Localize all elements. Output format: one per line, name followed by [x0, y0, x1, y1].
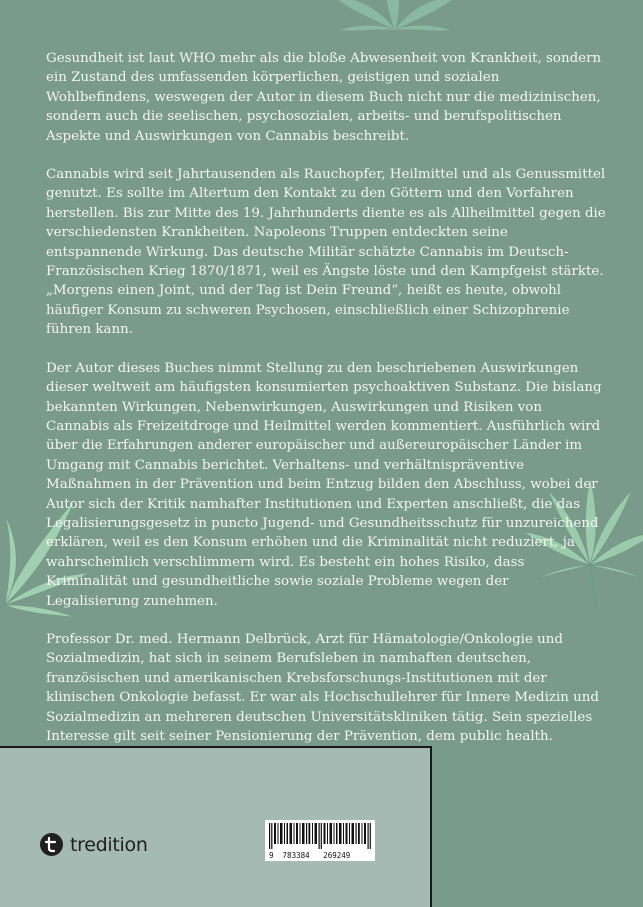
cannabis-leaf-top-icon — [330, 0, 460, 40]
barcode-digits: 9 783384 269249 — [269, 851, 351, 860]
paragraph-who: Gesundheit ist laut WHO mehr als die bloße Abwesenheit von Krankheit, sondern ein Zustand des umfassenden körperlichen, geistigen und sozialen Wohlbefindens, weswegen der Autor in diesem Buch nicht nur die medizinischen, sondern auch die seelischen, psychosozialen, arbeits- und berufspolitischen Aspekte und Auswirkungen von Cannabis beschreibt. — [46, 51, 602, 144]
tredition-logo-icon — [40, 833, 63, 856]
back-cover-text — [46, 49, 606, 765]
publisher-name: tredition — [70, 833, 148, 856]
publisher-logo — [40, 833, 148, 856]
isbn-barcode — [265, 820, 375, 861]
paragraph-book-content: Der Autor dieses Buches nimmt Stellung zu den beschriebenen Auswirkungen dieser weltweit am häufigsten konsumierten psychoaktiven Substanz. Die bislang bekannten Wirkungen, Nebenwirkungen, Auswirkungen und Risiken von Cannabis als Freizeitdroge und Heilmittel werden kommentiert. Ausführlich wird über die Erfahrungen anderer europäischer und außereuropäischer Länder im Umgang mit Cannabis berichtet. Verhaltens- und verhältnispräventive Maßnahmen in der Prävention und beim Entzug bilden den Abschluss, wobei der Autor sich der Kritik namhafter Institutionen und Experten anschließt, die das Legalisierungsgesetz in puncto Jugend- und Gesundheitsschutz für unzureichend erklären, weil es den Konsum erhöhen und die Kriminalität nicht reduziert, ja wahrscheinlich verschlimmern wird. Es besteht ein hohes Risiko, dass Kriminalität und gesundheitliche sowie soziale Probleme wegen der Legalisierung zunehmen. — [46, 360, 602, 609]
paragraph-history: Cannabis wird seit Jahrtausenden als Rauchopfer, Heilmittel und als Genussmittel genutzt. Es sollte im Altertum den Kontakt zu den Göttern und den Vorfahren herstellen. Bis zur Mitte des 19. Jahrhunderts diente es als Allheilmittel gegen die verschiedensten Krankheiten. Napoleons Truppen entdeckten seine entspannende Wirkung. Das deutsche Militär schätzte Cannabis im Deutsch-Französischen Krieg 1870/1871, weil es Ängste löste und den Kampfgeist stärkte. „Morgens einen Joint, und der Tag ist Dein Freund“, heißt es heute, obwohl häufiger Konsum zu schweren Psychosen, einschließlich einer Schizophrenie führen kann. — [46, 167, 606, 338]
paragraph-author-bio: Professor Dr. med. Hermann Delbrück, Arzt für Hämatologie/Onkologie und Sozialmedizin, hat sich in seinem Berufsleben in namhaften deutschen, französischen und amerikanischen Krebsforschungs-Institutionen mit der klinischen Onkologie befasst. Er war als Hochschullehrer für Innere Medizin und Sozialmedizin an mehreren deutschen Universitätskliniken tätig. Sein spezielles Interesse gilt seit seiner Pensionierung der Prävention, dem public health. — [46, 631, 599, 744]
barcode-bars — [269, 823, 371, 849]
